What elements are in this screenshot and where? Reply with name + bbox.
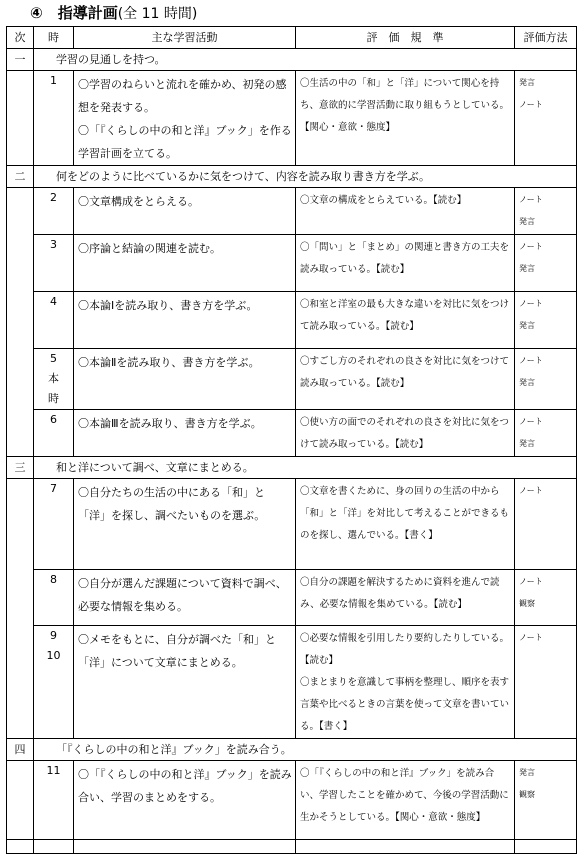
method-text: ノート bbox=[519, 100, 543, 109]
blank-cell bbox=[74, 840, 296, 854]
activity-text: 〇本論Ⅱを読み取り、書き方を学ぶ。 bbox=[78, 356, 260, 369]
table-header-row bbox=[7, 27, 577, 49]
method-cell bbox=[515, 188, 577, 235]
lesson-number: 時 bbox=[48, 392, 59, 405]
activity-text: 〇「『くらしの中の和と洋』ブック」を作る学習計画を立てる。 bbox=[78, 124, 292, 160]
table-row bbox=[7, 410, 577, 457]
criteria-text: 〇「問い」と「まとめ」の関連と書き方の工夫を読み取っている。【読む】 bbox=[300, 242, 510, 275]
table-row bbox=[7, 349, 577, 410]
section-spacer-cell bbox=[7, 71, 34, 166]
header-criteria: 評 価 規 準 bbox=[296, 27, 515, 49]
table-body bbox=[7, 49, 577, 854]
method-text: ノート bbox=[519, 242, 543, 251]
method-text: 観察 bbox=[519, 790, 535, 799]
activity-text: 〇自分たちの生活の中にある「和」と「洋」を探し、調べたいものを選ぶ。 bbox=[78, 486, 266, 522]
activity-cell bbox=[74, 349, 296, 410]
method-text: ノート bbox=[519, 356, 543, 365]
activity-cell bbox=[74, 570, 296, 626]
activity-cell bbox=[74, 292, 296, 349]
activity-cell bbox=[74, 188, 296, 235]
table-row bbox=[7, 188, 577, 235]
method-text: ノート bbox=[519, 633, 543, 642]
section-row bbox=[7, 166, 577, 188]
method-cell bbox=[515, 410, 577, 457]
criteria-text: 〇まとまりを意識して事柄を整理し、順序を表す言葉や比べるときの言葉を使って文章を書いている。【書く】 bbox=[300, 677, 510, 732]
method-text: 発言 bbox=[519, 264, 535, 273]
blank-cell bbox=[296, 840, 515, 854]
section-title: 何をどのように比べているかに気をつけて、内容を読み取り書き方を学ぶ。 bbox=[34, 166, 577, 188]
method-text: 発言 bbox=[519, 378, 535, 387]
criteria-text: 〇文章の構成をとらえている。【読む】 bbox=[300, 195, 467, 206]
method-text: ノート bbox=[519, 486, 543, 495]
lesson-number-cell bbox=[34, 410, 74, 457]
activity-cell bbox=[74, 235, 296, 292]
section-spacer-cell bbox=[7, 761, 34, 840]
blank-cell bbox=[34, 840, 74, 854]
lesson-number-cell bbox=[34, 761, 74, 840]
activity-text: 〇文章構成をとらえる。 bbox=[78, 195, 199, 208]
section-title: 学習の見通しを持つ。 bbox=[34, 49, 577, 71]
lesson-number: 10 bbox=[46, 649, 61, 662]
header-method: 評価方法 bbox=[515, 27, 577, 49]
table-row bbox=[7, 71, 577, 166]
method-text: 発言 bbox=[519, 321, 535, 330]
method-text: 発言 bbox=[519, 217, 535, 226]
table-row bbox=[7, 570, 577, 626]
lesson-number-cell bbox=[34, 71, 74, 166]
criteria-text: 〇使い方の面でのそれぞれの良さを対比に気をつけて読み取っている。【読む】 bbox=[300, 417, 510, 450]
activity-text: 〇本論Ⅰを読み取り、書き方を学ぶ。 bbox=[78, 299, 258, 312]
lesson-number-cell bbox=[34, 479, 74, 570]
criteria-cell bbox=[296, 349, 515, 410]
blank-cell bbox=[7, 840, 34, 854]
criteria-text: 〇生活の中の「和」と「洋」について関心を持ち、意欲的に学習活動に取り組もうとしている。【関心・意欲・態度】 bbox=[300, 78, 510, 133]
criteria-text: 〇和室と洋室の最も大きな違いを対比に気をつけて読み取っている。【読む】 bbox=[300, 299, 510, 332]
blank-cell bbox=[515, 840, 577, 854]
section-number: 二 bbox=[7, 166, 34, 188]
method-cell bbox=[515, 235, 577, 292]
criteria-text: 〇文章を書くために、身の回りの生活の中から「和」と「洋」を対比して考えることができるものを探し、選んでいる。【書く】 bbox=[300, 486, 510, 541]
criteria-text: 〇自分の課題を解決するために資料を進んで読み、必要な情報を集めている。【読む】 bbox=[300, 577, 500, 610]
method-cell bbox=[515, 626, 577, 739]
criteria-cell bbox=[296, 479, 515, 570]
method-cell bbox=[515, 292, 577, 349]
lesson-number: 1 bbox=[50, 74, 57, 87]
criteria-cell bbox=[296, 410, 515, 457]
activity-cell bbox=[74, 626, 296, 739]
criteria-cell bbox=[296, 761, 515, 840]
lesson-number: 2 bbox=[50, 191, 57, 204]
lesson-number: 8 bbox=[50, 573, 57, 586]
method-text: ノート bbox=[519, 195, 543, 204]
section-number: 三 bbox=[7, 457, 34, 479]
activity-text: 〇学習のねらいと流れを確かめ、初発の感想を発表する。 bbox=[78, 78, 287, 114]
activity-text: 〇序論と結論の関連を読む。 bbox=[78, 242, 221, 255]
section-spacer-cell bbox=[7, 479, 34, 739]
lesson-number: 9 bbox=[50, 629, 57, 642]
criteria-cell bbox=[296, 292, 515, 349]
criteria-text: 〇すごし方のそれぞれの良さを対比に気をつけて読み取っている。【読む】 bbox=[300, 356, 510, 389]
section-title: 「『くらしの中の和と洋』ブック」を読み合う。 bbox=[34, 739, 577, 761]
activity-cell bbox=[74, 410, 296, 457]
blank-row bbox=[7, 840, 577, 854]
method-cell bbox=[515, 479, 577, 570]
method-text: 発言 bbox=[519, 78, 535, 87]
lesson-number: 4 bbox=[50, 295, 57, 308]
activity-cell bbox=[74, 71, 296, 166]
table-row bbox=[7, 761, 577, 840]
method-cell bbox=[515, 570, 577, 626]
criteria-cell bbox=[296, 235, 515, 292]
lesson-number: 11 bbox=[46, 764, 61, 777]
lesson-number-cell bbox=[34, 292, 74, 349]
lesson-number: 6 bbox=[50, 413, 57, 426]
page-title: ④ 指導計画(全 11 時間) bbox=[30, 4, 198, 22]
activity-text: 〇メモをもとに、自分が調べた「和」と「洋」について文章にまとめる。 bbox=[78, 633, 276, 669]
header-activity: 主な学習活動 bbox=[74, 27, 296, 49]
lesson-number-cell bbox=[34, 188, 74, 235]
table-row bbox=[7, 235, 577, 292]
method-text: ノート bbox=[519, 299, 543, 308]
lesson-number-cell bbox=[34, 570, 74, 626]
criteria-cell bbox=[296, 188, 515, 235]
section-row bbox=[7, 739, 577, 761]
method-text: 発言 bbox=[519, 439, 535, 448]
method-text: 発言 bbox=[519, 768, 535, 777]
method-cell bbox=[515, 71, 577, 166]
table-row bbox=[7, 292, 577, 349]
section-spacer-cell bbox=[7, 188, 34, 457]
activity-text: 〇本論Ⅲを読み取り、書き方を学ぶ。 bbox=[78, 417, 262, 430]
activity-cell bbox=[74, 479, 296, 570]
method-cell bbox=[515, 761, 577, 840]
method-text: ノート bbox=[519, 577, 543, 586]
lesson-number: 3 bbox=[50, 238, 57, 251]
method-text: 観察 bbox=[519, 599, 535, 608]
header-tsugi: 次 bbox=[7, 27, 34, 49]
section-row bbox=[7, 457, 577, 479]
section-row bbox=[7, 49, 577, 71]
activity-cell bbox=[74, 761, 296, 840]
table-row bbox=[7, 479, 577, 570]
header-ji: 時 bbox=[34, 27, 74, 49]
section-number: 四 bbox=[7, 739, 34, 761]
lesson-number-cell bbox=[34, 235, 74, 292]
criteria-text: 〇「『くらしの中の和と洋』ブック」を読み合い、学習したことを確かめて、今後の学習活動に生かそうとしている。【関心・意欲・態度】 bbox=[300, 768, 509, 823]
method-text: ノート bbox=[519, 417, 543, 426]
criteria-cell bbox=[296, 626, 515, 739]
table-row bbox=[7, 626, 577, 739]
section-number: 一 bbox=[7, 49, 34, 71]
section-title: 和と洋について調べ、文章にまとめる。 bbox=[34, 457, 577, 479]
lesson-number-cell bbox=[34, 349, 74, 410]
method-cell bbox=[515, 349, 577, 410]
activity-text: 〇自分が選んだ課題について資料で調べ、必要な情報を集める。 bbox=[78, 577, 287, 613]
criteria-text: 〇必要な情報を引用したり要約したりしている。【読む】 bbox=[300, 633, 510, 666]
activity-text: 〇「『くらしの中の和と洋』ブック」を読み合い、学習のまとめをする。 bbox=[78, 768, 292, 804]
teaching-plan-table bbox=[6, 26, 577, 854]
lesson-number: 5 bbox=[50, 352, 57, 365]
criteria-cell bbox=[296, 570, 515, 626]
lesson-number: 本 bbox=[48, 372, 59, 385]
lesson-number: 7 bbox=[50, 482, 57, 495]
lesson-number-cell bbox=[34, 626, 74, 739]
criteria-cell bbox=[296, 71, 515, 166]
